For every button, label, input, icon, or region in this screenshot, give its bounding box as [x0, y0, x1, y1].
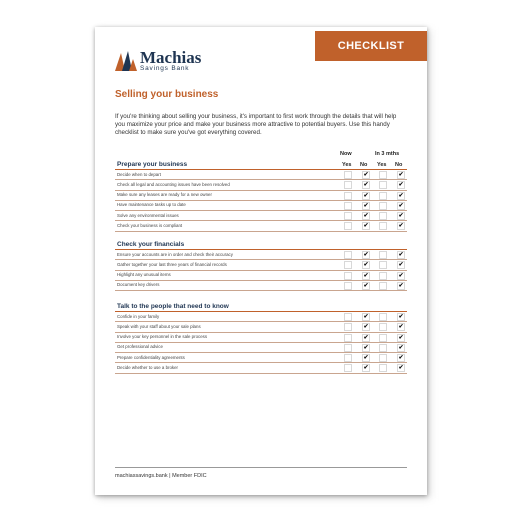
column-label: No [395, 162, 403, 168]
checkbox[interactable] [379, 344, 387, 352]
checklist-item-label: Decide when to depart [117, 171, 161, 177]
checkbox[interactable] [344, 261, 352, 269]
checkbox[interactable] [344, 364, 352, 372]
checklist-row [115, 271, 407, 281]
checklist-row [115, 180, 407, 190]
checked-checkbox[interactable]: ✔ [398, 365, 404, 372]
checklist-item-label: Get professional advice [117, 344, 163, 350]
checked-checkbox[interactable]: ✔ [363, 344, 369, 351]
checklist-row [115, 322, 407, 332]
checklist-item-label: Decide whether to use a broker [117, 364, 179, 370]
checked-checkbox[interactable]: ✔ [363, 355, 369, 362]
checkbox[interactable] [344, 282, 352, 290]
checklist-row [115, 191, 407, 201]
section-header [115, 160, 407, 170]
section-title: Check your financials [117, 241, 185, 248]
checkbox[interactable] [344, 181, 352, 189]
checklist-item-label: Gather together your last three years of financial records [117, 261, 227, 267]
checkbox[interactable] [379, 251, 387, 259]
column-label: Yes [342, 162, 352, 168]
checklist-item-label: Solve any environmental issues [117, 212, 179, 218]
checklist-section [115, 240, 407, 291]
checklist-row [115, 260, 407, 270]
checklist-row [115, 312, 407, 322]
intro-paragraph: If you're thinking about selling your business, it's important to first work through the details that will help you maximize your price and make your business more attractive to potential buyers. Use this handy checklist to make sure you've got everything covered. [115, 113, 397, 136]
checked-checkbox[interactable]: ✔ [398, 282, 404, 289]
checked-checkbox[interactable]: ✔ [363, 213, 369, 220]
checked-checkbox[interactable]: ✔ [363, 282, 369, 289]
group-now: Now [340, 151, 352, 157]
checklist-row [115, 333, 407, 343]
column-group-header [332, 151, 408, 159]
checklist-row [115, 170, 407, 180]
group-3mths: In 3 mths [375, 151, 400, 157]
checklist-item-label: Check all legal and accounting issues have been resolved [117, 181, 230, 187]
checklist-row [115, 201, 407, 211]
checked-checkbox[interactable]: ✔ [398, 223, 404, 230]
checkbox[interactable] [379, 313, 387, 321]
section-title: Talk to the people that need to know [117, 303, 229, 310]
checkbox[interactable] [344, 344, 352, 352]
checklist-item-label: Document key drivers [117, 282, 160, 288]
page-title: Selling your business [115, 89, 219, 100]
checked-checkbox[interactable]: ✔ [398, 252, 404, 258]
checklist-row [115, 343, 407, 353]
footer-text: machiassavings.bank | Member FDIC [115, 473, 207, 479]
checked-checkbox[interactable]: ✔ [363, 324, 369, 331]
checklist-row [115, 221, 407, 231]
column-label: Yes [377, 162, 387, 168]
section-title: Prepare your business [117, 161, 188, 168]
checked-checkbox[interactable]: ✔ [398, 355, 404, 362]
checklist-item-label: Highlight any unusual items [117, 272, 171, 278]
checked-checkbox[interactable]: ✔ [398, 314, 404, 320]
checked-checkbox[interactable]: ✔ [363, 334, 369, 341]
checkbox[interactable] [379, 171, 387, 179]
checklist-item-label: Check your business is compliant [117, 222, 183, 228]
checkbox[interactable] [379, 212, 387, 220]
footer-divider [115, 467, 407, 468]
checked-checkbox[interactable]: ✔ [363, 272, 369, 279]
checklist-item-label: Make sure any leases are ready for a new owner [117, 192, 212, 198]
bank-logo [115, 47, 201, 75]
checkbox[interactable] [344, 192, 352, 200]
checkbox[interactable] [379, 334, 387, 342]
checklist-item-label: Involve your key personnel in the sale process [117, 334, 208, 340]
checked-checkbox[interactable]: ✔ [398, 324, 404, 331]
checked-checkbox[interactable]: ✔ [363, 172, 369, 178]
checkbox[interactable] [379, 202, 387, 210]
checked-checkbox[interactable]: ✔ [398, 202, 404, 209]
checkbox[interactable] [344, 272, 352, 280]
checked-checkbox[interactable]: ✔ [363, 192, 369, 199]
checkbox[interactable] [379, 354, 387, 362]
checked-checkbox[interactable]: ✔ [398, 213, 404, 220]
bank-name: Machias [140, 48, 202, 68]
checked-checkbox[interactable]: ✔ [398, 344, 404, 351]
checked-checkbox[interactable]: ✔ [363, 182, 369, 189]
checkbox[interactable] [344, 171, 352, 179]
checked-checkbox[interactable]: ✔ [398, 172, 404, 178]
checkbox[interactable] [379, 181, 387, 189]
checked-checkbox[interactable]: ✔ [363, 365, 369, 372]
checkbox[interactable] [344, 323, 352, 331]
checklist-row [115, 281, 407, 291]
checkbox[interactable] [379, 282, 387, 290]
checklist-row [115, 250, 407, 260]
checklist-item-label: Speak with your staff about your sale plans [117, 323, 201, 329]
checked-checkbox[interactable]: ✔ [363, 202, 369, 209]
checked-checkbox[interactable]: ✔ [398, 334, 404, 341]
checklist-row [115, 363, 407, 373]
checkbox[interactable] [379, 222, 387, 230]
checklist-section [115, 302, 407, 374]
checkbox[interactable] [344, 251, 352, 259]
checklist-row [115, 353, 407, 363]
checkbox[interactable] [344, 202, 352, 210]
bank-subtitle: Savings Bank [140, 65, 190, 73]
checked-checkbox[interactable]: ✔ [398, 272, 404, 279]
checked-checkbox[interactable]: ✔ [398, 192, 404, 199]
checked-checkbox[interactable]: ✔ [363, 262, 369, 269]
checkbox[interactable] [344, 212, 352, 220]
checkbox[interactable] [379, 272, 387, 280]
checklist-section [115, 160, 407, 232]
checkbox[interactable] [379, 192, 387, 200]
checkbox[interactable] [344, 313, 352, 321]
column-label: No [360, 162, 368, 168]
bank-logo-icon [115, 51, 137, 71]
checklist-row [115, 211, 407, 221]
checkbox[interactable] [379, 323, 387, 331]
checkbox[interactable] [344, 354, 352, 362]
checklist-tab: CHECKLIST [315, 31, 427, 61]
checklist-page [95, 27, 427, 495]
checkbox[interactable] [344, 334, 352, 342]
section-header [115, 302, 407, 312]
section-header [115, 240, 407, 250]
checklist-item-label: Have maintenance tasks up to date [117, 202, 186, 208]
checked-checkbox[interactable]: ✔ [398, 182, 404, 189]
checked-checkbox[interactable]: ✔ [363, 252, 369, 258]
checkbox[interactable] [379, 364, 387, 372]
checklist-item-label: Confide in your family [117, 313, 160, 319]
checked-checkbox[interactable]: ✔ [398, 262, 404, 269]
checkbox[interactable] [344, 222, 352, 230]
checked-checkbox[interactable]: ✔ [363, 223, 369, 230]
checked-checkbox[interactable]: ✔ [363, 314, 369, 320]
checkbox[interactable] [379, 261, 387, 269]
checklist-item-label: Prepare confidentiality agreements [117, 354, 185, 360]
checklist-item-label: Ensure your accounts are in order and check their accuracy [117, 251, 233, 257]
